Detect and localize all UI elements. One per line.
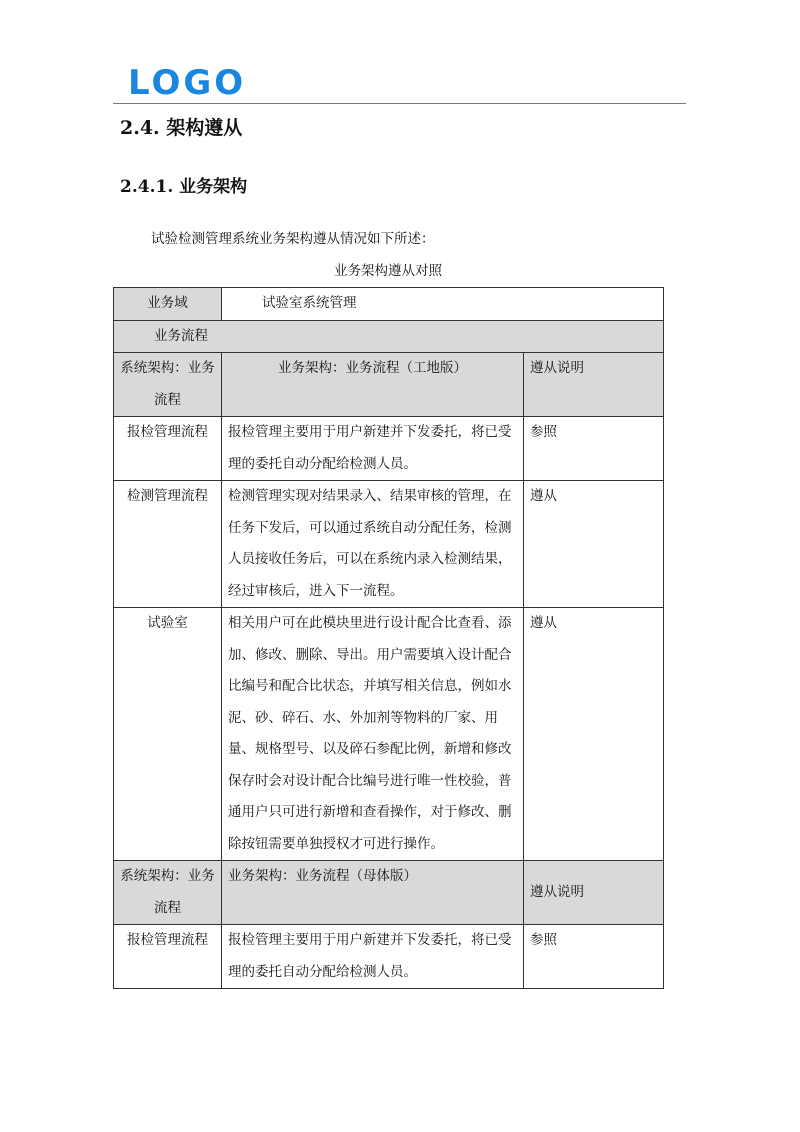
table-row: [114, 925, 664, 989]
header-compliance: 遵从说明: [524, 861, 664, 925]
intro-paragraph: 试验检测管理系统业务架构遵从情况如下所述：: [151, 231, 435, 247]
header-system-flow: 系统架构：业务流程: [114, 861, 222, 925]
header-divider: [113, 103, 686, 104]
table-row: [114, 481, 664, 608]
section-title: 2.4. 架构遵从: [120, 117, 243, 139]
domain-label: 业务域: [114, 288, 222, 321]
header-row-site: [114, 353, 664, 417]
domain-value: 试验室系统管理: [222, 288, 664, 321]
row-flow-name: 检测管理流程: [114, 481, 222, 608]
row-flow-name: 报检管理流程: [114, 925, 222, 989]
domain-row: [114, 288, 664, 321]
row-description: 报检管理主要用于用户新建并下发委托，将已受理的委托自动分配给检测人员。: [222, 925, 524, 989]
row-compliance: 参照: [524, 417, 664, 481]
row-description: 报检管理主要用于用户新建并下发委托，将已受理的委托自动分配给检测人员。: [222, 417, 524, 481]
row-compliance: 遵从: [524, 481, 664, 608]
table-caption: 业务架构遵从对照: [334, 263, 442, 279]
header-business-flow: 业务架构：业务流程（母体版）: [222, 861, 524, 925]
row-description: 检测管理实现对结果录入、结果审核的管理，在任务下发后，可以通过系统自动分配任务，检测人员接收任务后，可以在系统内录入检测结果，经过审核后，进入下一流程。: [222, 481, 524, 608]
header-compliance: 遵从说明: [524, 353, 664, 417]
row-flow-name: 报检管理流程: [114, 417, 222, 481]
header-system-flow: 系统架构：业务流程: [114, 353, 222, 417]
row-compliance: 参照: [524, 925, 664, 989]
row-description: 相关用户可在此模块里进行设计配合比查看、添加、修改、删除、导出。用户需要填入设计配合比编号和配合比状态，并填写相关信息，例如水泥、砂、碎石、水、外加剂等物料的厂家、用量、规格型号、以及碎石参配比例，新增和修改保存时会对设计配合比编号进行唯一性校验，普通用户只可进行新增和查看操作，对于修改、删除按钮需要单独授权才可进行操作。: [222, 608, 524, 861]
header-business-flow: 业务架构：业务流程（工地版）: [222, 353, 524, 417]
row-flow-name: 试验室: [114, 608, 222, 861]
row-compliance: 遵从: [524, 608, 664, 861]
table-row: [114, 417, 664, 481]
flow-label: 业务流程: [114, 320, 664, 353]
logo: LOGO: [128, 63, 247, 103]
table-row: [114, 608, 664, 861]
flow-row: [114, 320, 664, 353]
subsection-title: 2.4.1. 业务架构: [120, 177, 248, 197]
header-row-parent: [114, 861, 664, 925]
architecture-compliance-table: [113, 287, 664, 989]
